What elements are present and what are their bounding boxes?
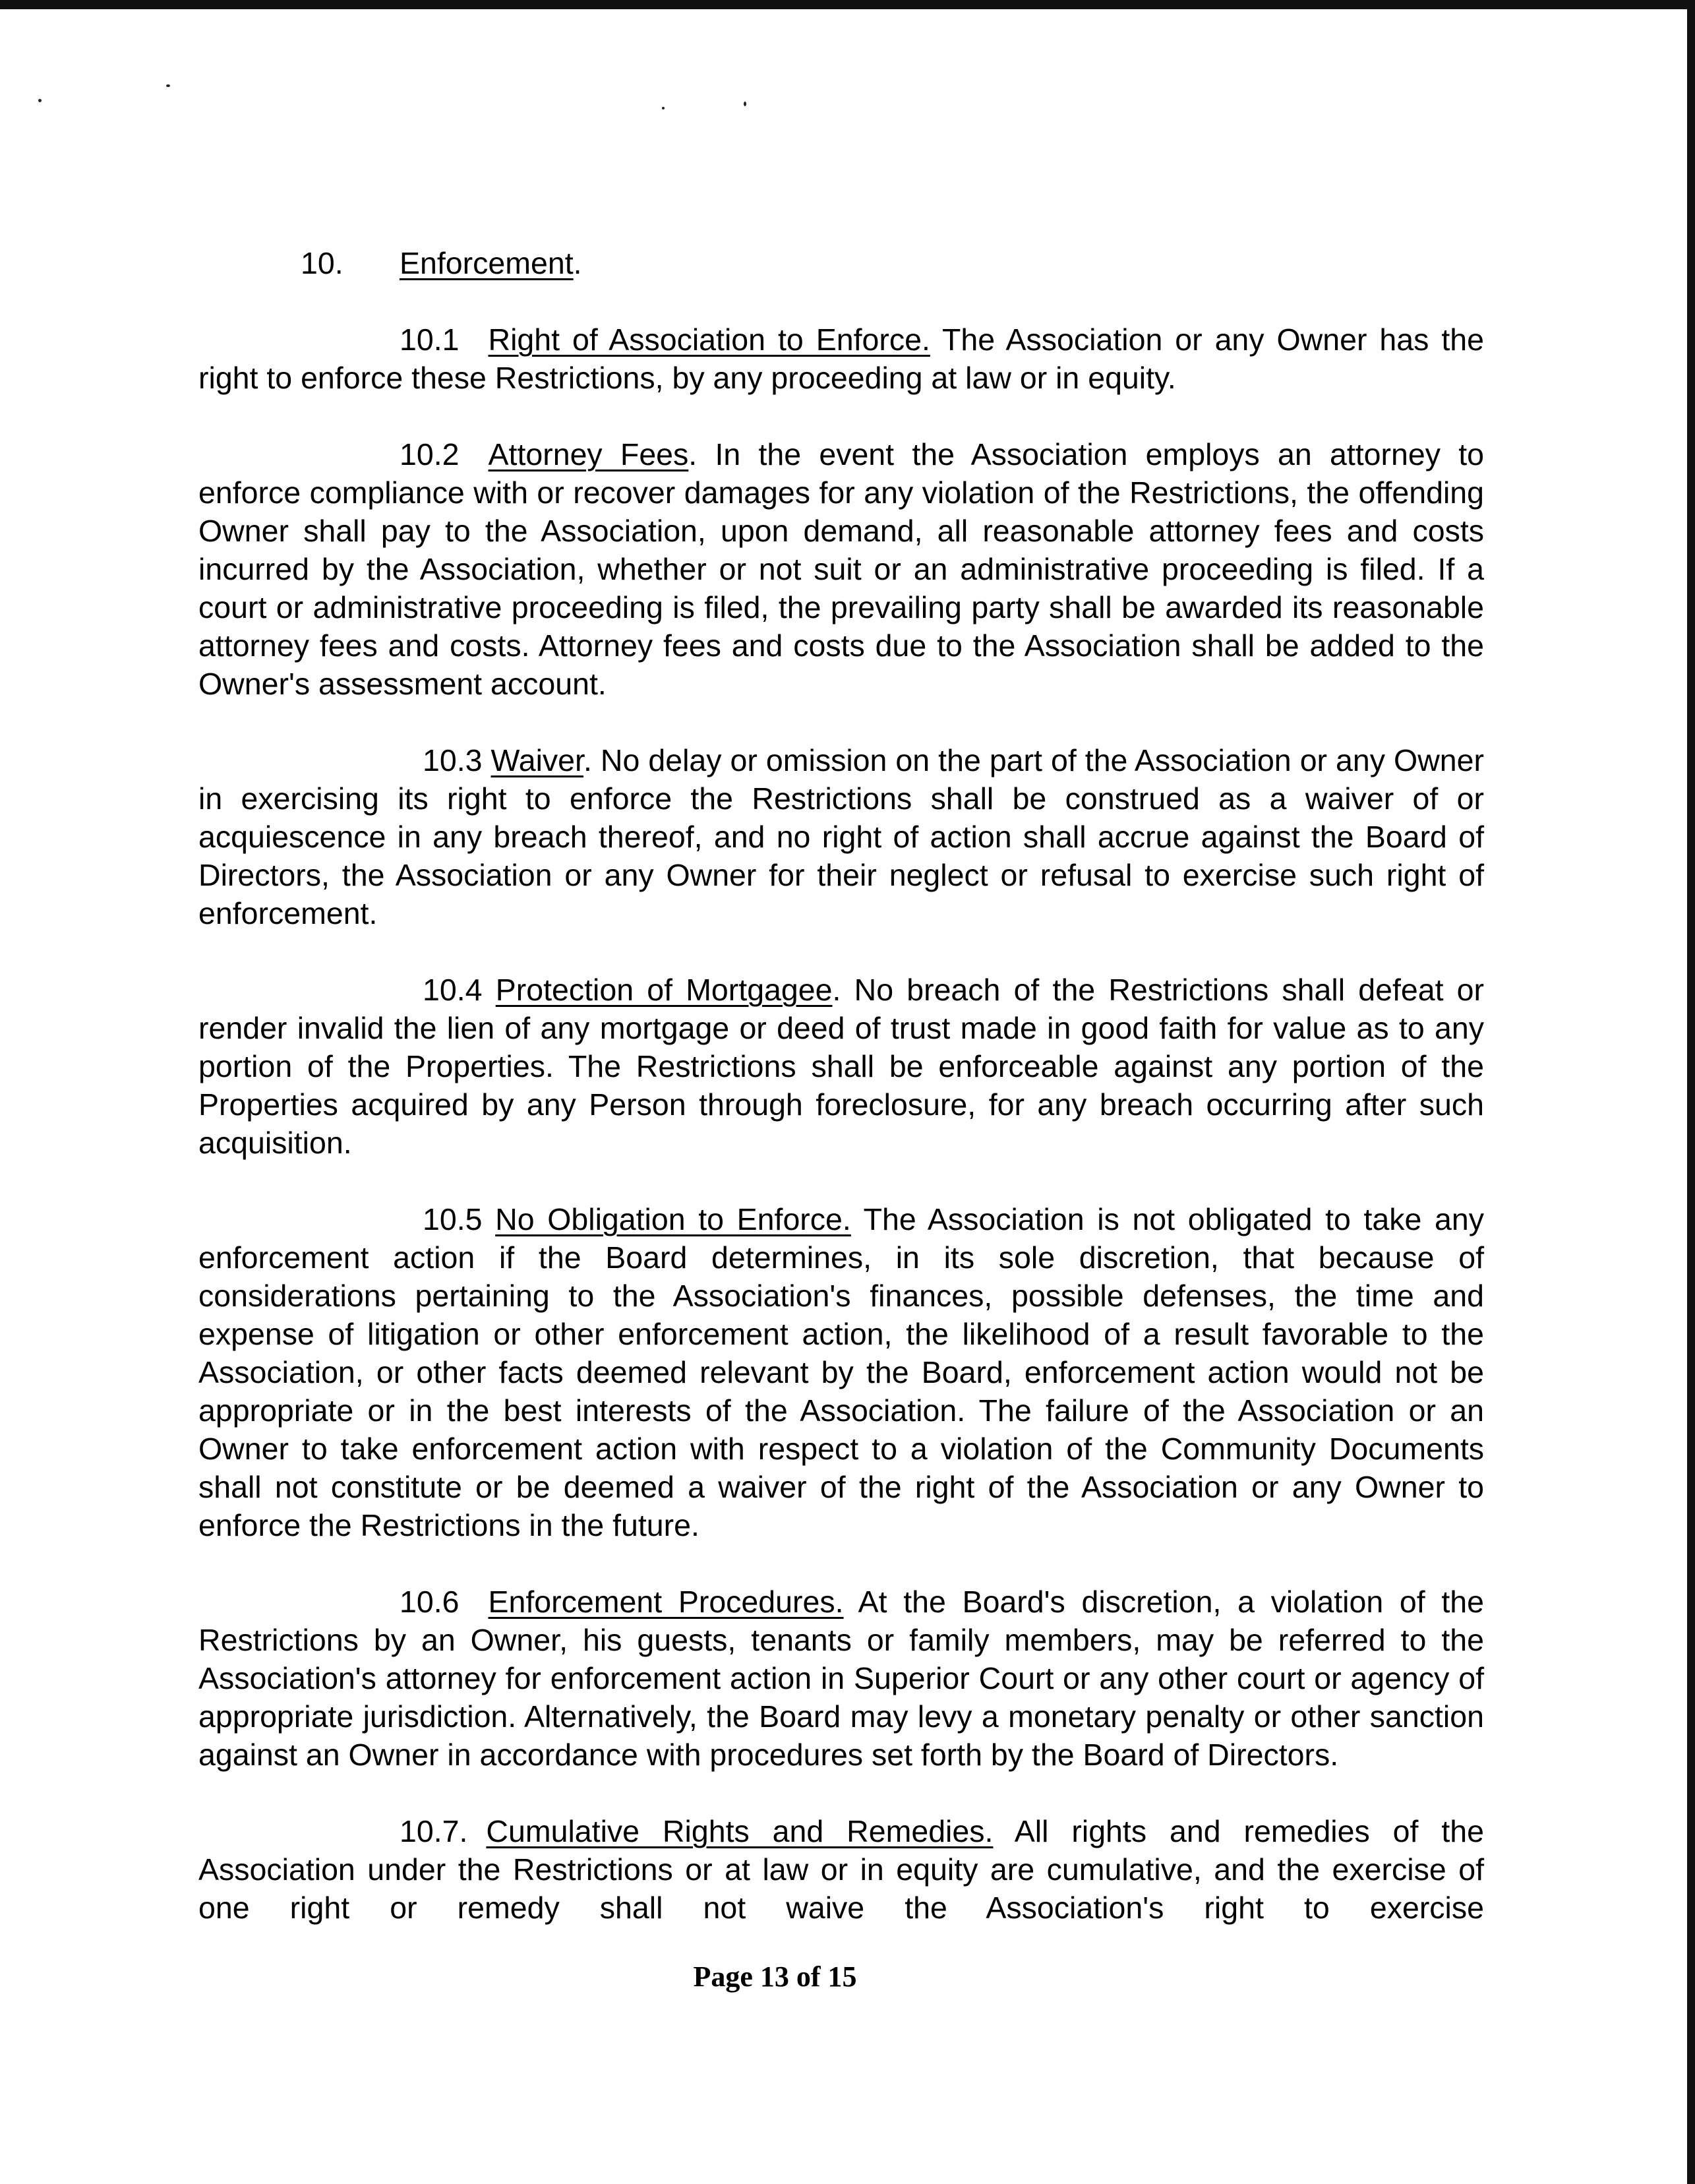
scan-speck (662, 107, 665, 109)
paragraph-title: Cumulative Rights and Remedies. (486, 1814, 994, 1848)
paragraph-title-suffix: . (832, 973, 841, 1007)
paragraph-title: Enforcement Procedures. (488, 1585, 844, 1619)
paragraph-text: At the Board's discretion, a violation of the Restrictions by an Owner, his guests, tenants or family members, may be referred to the Association's attorney for enforcement action in Superior Court or any other court or agency of appropriate jurisdiction. Alternatively, the Board may levy a monetary penalty or other sanction against an Owner in accordance with procedures set forth by the Board of Directors. (198, 1585, 1484, 1772)
paragraph-text: No delay or omission on the part of the Association or any Owner in exercising its right to enforce the Restrictions shall be construed as a waiver of or acquiescence in any breach thereof, and no right of action shall accrue against the Board of Directors, the Association or any Owner for their neglect or refusal to exercise such right of enforcement. (198, 743, 1485, 930)
document-body (198, 244, 1484, 1965)
section-title-suffix: . (573, 246, 582, 280)
page-number-label: Page 13 of 15 (693, 1960, 857, 1993)
scan-speck (38, 99, 42, 102)
paragraph-title-suffix: . (583, 743, 592, 777)
paragraph-10-2 (198, 435, 1484, 703)
paragraph-title: No Obligation to Enforce. (495, 1202, 851, 1236)
paragraph-text: The Association or any Owner has the right to enforce these Restrictions, by any proceeding at law or in equity. (198, 322, 1484, 395)
paragraph-text: All rights and remedies of the Association under the Restrictions or at law or in equity are cumulative, and the exercise of one right or remedy shall not waive the Association's right to exercise (198, 1814, 1485, 1925)
paragraph-text: The Association is not obligated to take any enforcement action if the Board determines, in its sole discretion, that because of considerations pertaining to the Association's finances, possible defenses, the time and expense of litigation or other enforcement action, the likelihood of a result favorable to the Association, or other facts deemed relevant by the Board, enforcement action would not be appropriate or in the best interests of the Association. The failure of the Association or an Owner to take enforcement action with respect to a violation of the Community Documents shall not constitute or be deemed a waiver of the right of the Association or any Owner to enforce the Restrictions in the future. (198, 1202, 1484, 1542)
paragraph-number: 10.7. (400, 1814, 468, 1848)
paragraph-text: In the event the Association employs an attorney to enforce compliance with or recover damages for any violation of the Restrictions, the offending Owner shall pay to the Association, upon demand, all reasonable attorney fees and costs incurred by the Association, whether or not suit or an administrative proceeding is filed. If a court or administrative proceeding is filed, the prevailing party shall be awarded its reasonable attorney fees and costs. Attorney fees and costs due to the Association shall be added to the Owner's assessment account. (198, 437, 1485, 701)
paragraph-number: 10.6 (400, 1585, 460, 1619)
paragraph-title-suffix: . (688, 437, 698, 471)
paragraph-title: Waiver (491, 743, 583, 777)
section-title: Enforcement (400, 246, 574, 280)
paragraph-10-7 (198, 1812, 1484, 1927)
scan-speck (166, 84, 170, 87)
paragraph-number: 10.2 (400, 437, 460, 471)
paragraph-10-6 (198, 1583, 1484, 1774)
paragraph-number: 10.5 (423, 1202, 483, 1236)
paragraph-10-1 (198, 320, 1484, 397)
paragraph-10-3 (198, 741, 1484, 932)
page-footer (0, 1960, 1695, 1993)
section-number: 10. (301, 246, 343, 280)
paragraph-number: 10.3 (423, 743, 483, 777)
paragraph-text: No breach of the Restrictions shall defeat or render invalid the lien of any mortgage or deed of trust made in good faith for value as to any portion of the Properties. The Restrictions shall be enforceable against any portion of the Properties acquired by any Person through foreclosure, for any breach occurring after such acquisition. (198, 973, 1485, 1160)
paragraph-10-5 (198, 1200, 1484, 1544)
paragraph-number: 10.4 (423, 973, 483, 1007)
paragraph-10-4 (198, 971, 1484, 1162)
paragraph-title: Right of Association to Enforce. (488, 322, 930, 357)
scan-speck (744, 102, 746, 106)
paragraph-number: 10.1 (400, 322, 460, 357)
paragraph-title: Attorney Fees (488, 437, 689, 471)
paragraph-title: Protection of Mortgagee (495, 973, 833, 1007)
section-heading (198, 244, 1484, 282)
